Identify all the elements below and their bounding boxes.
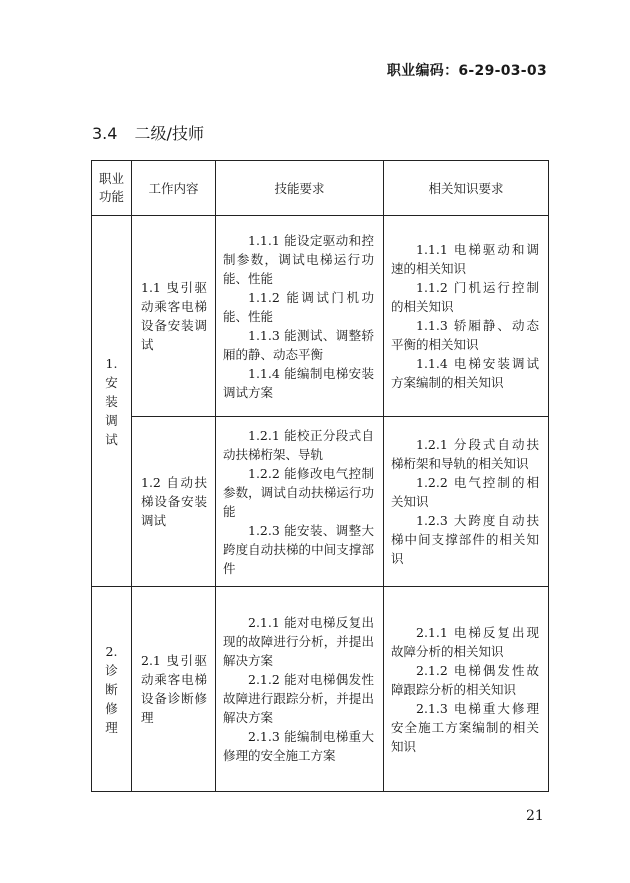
list-item: 1.2.2 电气控制的相关知识 (391, 475, 539, 509)
work-content-cell: 1.1 曳引驱动乘客电梯设备安装调试 (132, 216, 216, 417)
list-item: 1.1.2 门机运行控制的相关知识 (391, 280, 539, 314)
function-name: 诊断修理 (105, 662, 118, 735)
list-item: 1.1.3 轿厢静、动态平衡的相关知识 (391, 318, 539, 352)
list-item: 1.1.4 电梯安装调试方案编制的相关知识 (391, 356, 539, 390)
function-number: 2. (105, 643, 118, 659)
header-knowledge: 相关知识要求 (384, 161, 549, 216)
skill-cell (216, 216, 384, 417)
skill-cell (216, 417, 384, 587)
section-heading (92, 121, 204, 144)
section-number: 3.4 (92, 124, 118, 143)
section-title: 二级/技师 (134, 124, 204, 143)
list-item: 2.1.2 能对电梯偶发性故障进行跟踪分析，并提出解决方案 (223, 672, 374, 725)
list-item: 1.1.3 能测试、调整轿厢的静、动态平衡 (223, 327, 374, 362)
list-item: 1.2.3 大跨度自动扶梯中间支撑部件的相关知识 (391, 513, 539, 566)
list-item: 1.2.3 能安装、调整大跨度自动扶梯的中间支撑部件 (223, 522, 374, 576)
header-work: 工作内容 (132, 161, 216, 216)
table-header-row (92, 161, 549, 216)
work-content-cell: 1.2 自动扶梯设备安装调试 (132, 417, 216, 587)
list-item: 1.2.2 能修改电气控制参数，调试自动扶梯运行功能 (223, 465, 374, 519)
table-row (92, 587, 549, 792)
list-item: 1.2.1 能校正分段式自动扶梯桁架、导轨 (223, 427, 374, 462)
skill-cell (216, 587, 384, 792)
work-content-cell: 2.1 曳引驱动乘客电梯设备诊断修理 (132, 587, 216, 792)
list-item: 2.1.1 能对电梯反复出现的故障进行分析，并提出解决方案 (223, 615, 374, 668)
list-item: 2.1.2 电梯偶发性故障跟踪分析的相关知识 (391, 662, 539, 697)
table-row (92, 417, 549, 587)
list-item: 1.2.1 分段式自动扶梯桁架和导轨的相关知识 (391, 437, 539, 471)
page-number: 21 (526, 808, 544, 824)
function-cell (92, 216, 132, 587)
knowledge-cell (384, 216, 549, 417)
list-item: 1.1.1 能设定驱动和控制参数，调试电梯运行功能、性能 (223, 232, 374, 286)
header-function: 职业功能 (92, 161, 132, 216)
function-cell (92, 587, 132, 792)
skills-table (91, 160, 549, 792)
table-row (92, 216, 549, 417)
knowledge-cell (384, 587, 549, 792)
knowledge-cell (384, 417, 549, 587)
list-item: 2.1.3 电梯重大修理安全施工方案编制的相关知识 (391, 700, 539, 754)
function-name: 安装调试 (105, 374, 118, 447)
list-item: 1.1.2 能调试门机功能、性能 (223, 289, 374, 324)
occupation-code: 职业编码：6-29-03-03 (386, 63, 547, 79)
function-number: 1. (105, 355, 118, 371)
list-item: 1.1.1 电梯驱动和调速的相关知识 (391, 242, 539, 276)
list-item: 2.1.1 电梯反复出现故障分析的相关知识 (391, 624, 539, 659)
list-item: 1.1.4 能编制电梯安装调试方案 (223, 365, 374, 400)
header-skill: 技能要求 (216, 161, 384, 216)
list-item: 2.1.3 能编制电梯重大修理的安全施工方案 (223, 729, 374, 763)
